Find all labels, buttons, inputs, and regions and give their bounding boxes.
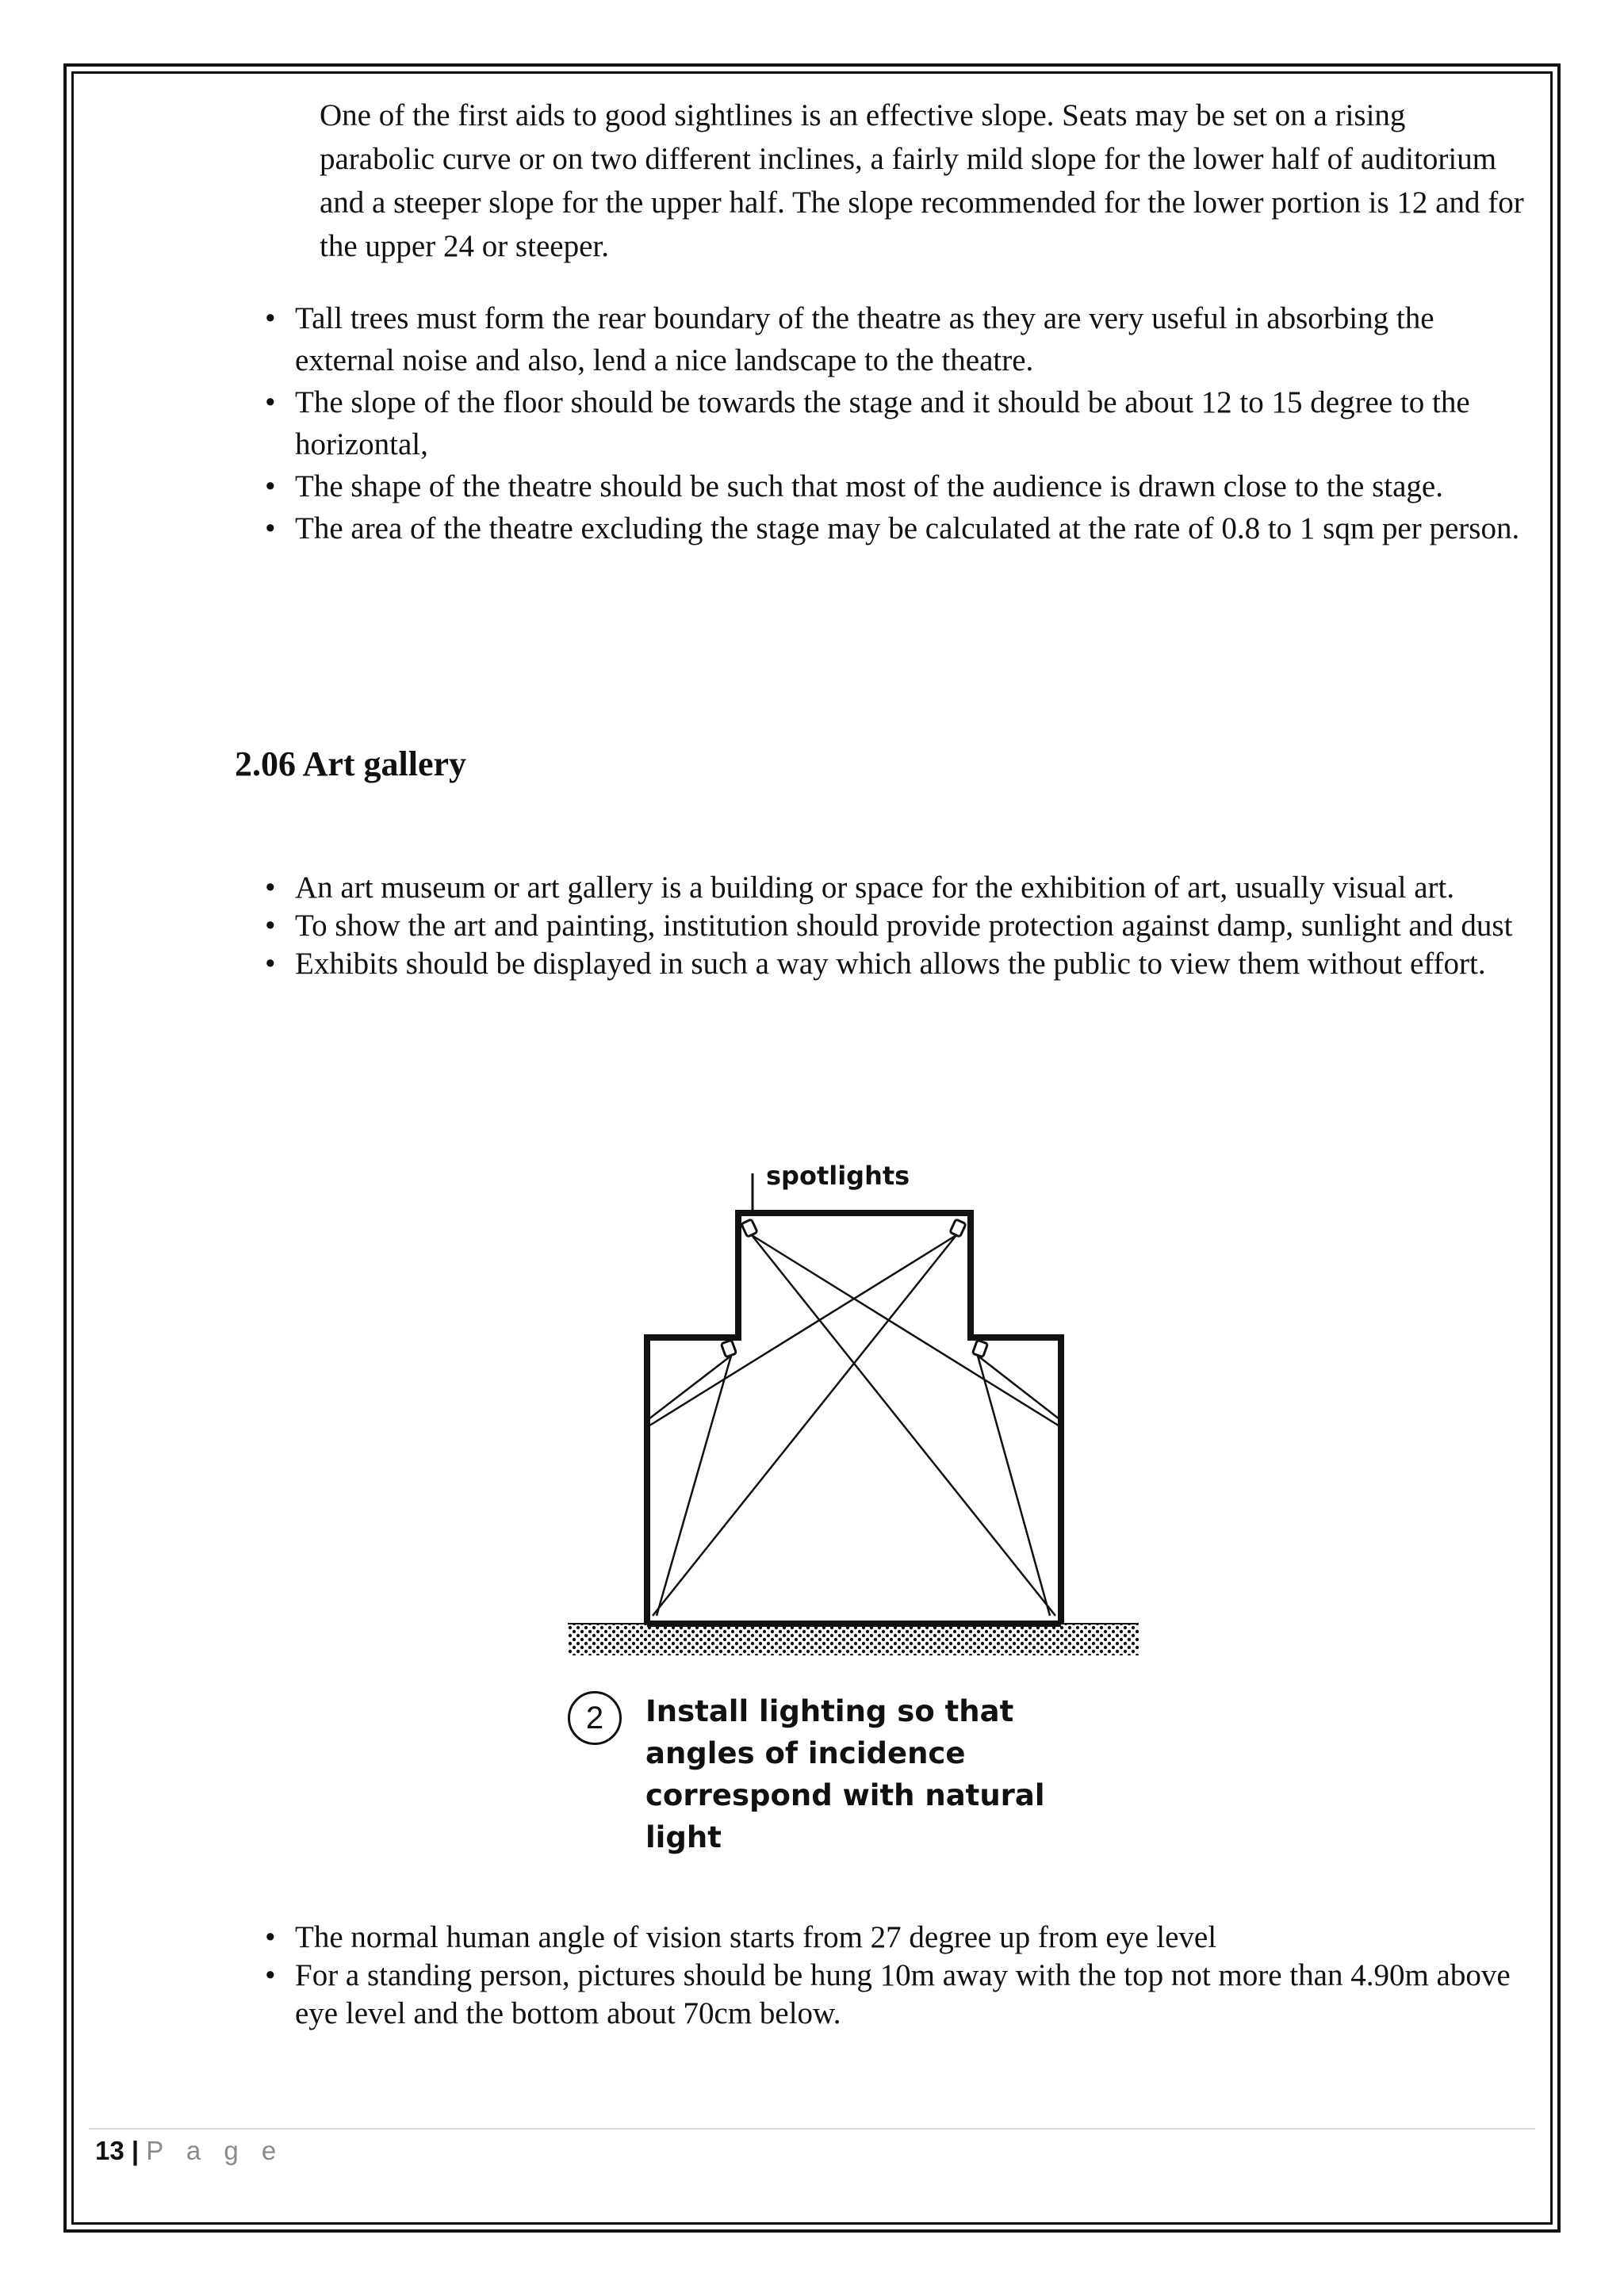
bullet-icon: • <box>265 385 276 419</box>
figure-number-badge: 2 <box>568 1691 622 1745</box>
page-footer <box>95 2136 284 2166</box>
bullet-icon: • <box>265 511 276 545</box>
list-item: • Tall trees must form the rear boundary of the theatre as they are very useful in absorbing the external noise and also, lend a nice landscape to the theatre. <box>265 297 1534 381</box>
footer-separator: | <box>131 2136 140 2165</box>
page-number: 13 <box>95 2136 124 2165</box>
bullet-icon: • <box>265 1958 276 1992</box>
gallery-bullet-list <box>265 869 1534 983</box>
light-rays <box>647 1235 1061 1616</box>
intro-paragraph: One of the first aids to good sightlines is an effective slope. Seats may be set on a rising parabolic curve or on two different inclines, a fairly mild slope for the lower half of auditorium and a steeper slope for the upper half. The slope recommended for the lower portion is 12 and for the upper 24 or steeper. <box>320 98 1524 263</box>
gallery-lighting-diagram <box>568 1158 1139 1665</box>
bullet-icon: • <box>265 909 276 943</box>
footer-divider <box>89 2128 1535 2130</box>
list-item: • To show the art and painting, institution should provide protection against damp, sunlight and dust <box>265 907 1534 945</box>
bullet-icon: • <box>265 301 276 335</box>
list-item: • Exhibits should be displayed in such a way which allows the public to view them without effort. <box>265 945 1534 983</box>
ground-hatch <box>568 1624 1139 1655</box>
list-item: • The normal human angle of vision starts from 27 degree up from eye level <box>265 1919 1534 1957</box>
theatre-bullet-list <box>265 297 1534 549</box>
list-item: • An art museum or art gallery is a building or space for the exhibition of art, usually visual art. <box>265 869 1534 907</box>
bullet-icon: • <box>265 947 276 981</box>
vision-bullet-list <box>265 1919 1534 2033</box>
list-item: • For a standing person, pictures should be hung 10m away with the top not more than 4.90m above eye level and the bottom about 70cm below. <box>265 1958 1511 2030</box>
gallery-section-outline <box>647 1213 1061 1624</box>
bullet-icon: • <box>265 1920 276 1954</box>
bullet-icon: • <box>265 871 276 905</box>
section-heading: 2.06 Art gallery <box>235 744 467 783</box>
figure-caption: Install lighting so that angles of incidence correspond with natural light <box>645 1694 1045 1854</box>
list-item: • The slope of the floor should be towards the stage and it should be about 12 to 15 degree to the horizontal, <box>265 381 1534 465</box>
bullet-icon: • <box>265 469 276 503</box>
list-item: • The shape of the theatre should be such that most of the audience is drawn close to the stage. <box>265 465 1534 507</box>
list-item: • The area of the theatre excluding the stage may be calculated at the rate of 0.8 to 1 sqm per person. <box>265 507 1534 549</box>
page-label: P a g e <box>146 2136 285 2165</box>
spotlights-label: spotlights <box>766 1161 910 1191</box>
